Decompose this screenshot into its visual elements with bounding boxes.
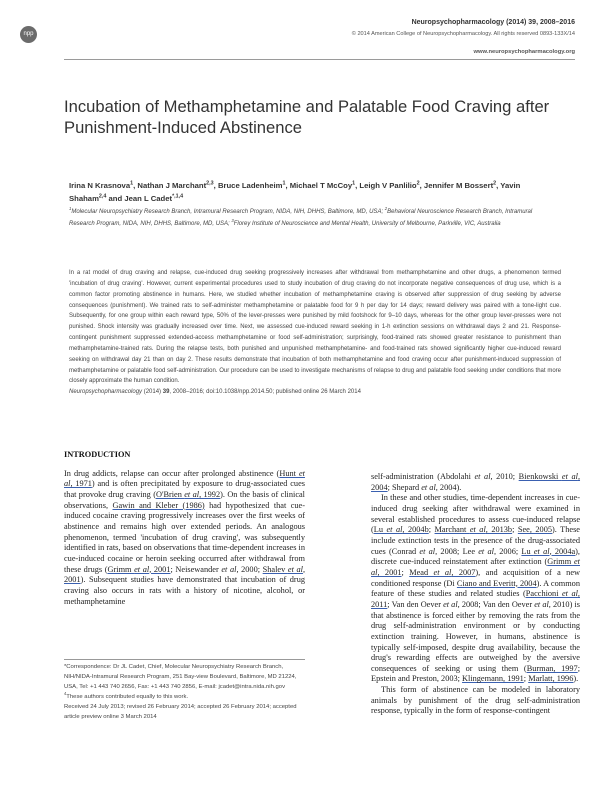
reference-link[interactable]: , 1971 xyxy=(70,479,92,489)
body-text: , 2008; Lee xyxy=(435,546,479,556)
intro-paragraph-2 xyxy=(371,472,580,493)
body-text: ). On the basis of clinical observations, xyxy=(64,489,305,510)
reference-link[interactable]: Marchant xyxy=(434,525,470,535)
reference-link[interactable]: , 2011 xyxy=(371,589,580,609)
journal-url[interactable]: www.neuropsychopharmacology.org xyxy=(473,49,575,55)
reference-link[interactable]: O'Brien xyxy=(155,489,185,499)
article-title: Incubation of Methamphetamine and Palatable Food Craving after Punishment-Induced Abstinence xyxy=(64,97,550,137)
author-name: Irina N Krasnova xyxy=(69,181,131,190)
body-text: ), discrete cue-induced reinstatement after extinction ( xyxy=(371,546,580,567)
body-text: had hypothesized that cue-induced cocaine craving progressively increases over the first weeks of abstinence and remains high over extended periods. An analogous phenomenon, termed 'incubation of drug craving', was subsequently identified in rats, based on observations that time-dependent increases in cue-induced cocaine or heroin seeking occurred after withdrawal from these drugs ( xyxy=(64,500,305,574)
body-text: ; xyxy=(401,567,410,577)
reference-link[interactable]: et al xyxy=(561,472,578,481)
reference-link[interactable]: et al xyxy=(433,567,452,577)
body-text: et al xyxy=(478,546,494,556)
reference-link[interactable]: , 2001 xyxy=(377,567,402,577)
author-separator: , xyxy=(355,181,360,190)
reference-link[interactable]: et al xyxy=(64,468,305,489)
reference-link[interactable]: Ciano and Everitt, 2004 xyxy=(456,578,537,588)
body-text: ). A common feature of these studies and related studies ( xyxy=(371,578,580,599)
author-separator: , xyxy=(133,181,138,190)
affiliation-text: Florey Institute of Neuroscience and Mental Health, University of Melbourne, Parkville, VIC, Australia xyxy=(233,220,501,227)
author-affiliation-marker: 2,4 xyxy=(98,192,107,199)
body-text: et al xyxy=(534,599,549,609)
author-separator: , xyxy=(496,181,501,190)
author-name: Michael T McCoy xyxy=(289,181,353,190)
body-text: ; xyxy=(523,674,529,684)
body-text: ). These include extinction tests in the presence of the drug-associated cues (Conrad xyxy=(371,525,580,556)
affiliation-text: Behavioral Neuroscience Research Branch, Intramural Research Program, NIDA, NIH, DHHS, Baltimore, MD, USA; xyxy=(69,209,533,227)
intro-paragraph-4 xyxy=(371,685,580,717)
reference-link[interactable]: , 2013b xyxy=(485,525,513,535)
author-separator: and xyxy=(106,193,125,203)
body-text: In these and other studies, time-dependent increases in cue-induced drug seeking after withdrawal were examined in several established procedures to assess cue-induced relapse ( xyxy=(371,493,580,535)
author-name: Nathan J Marchant xyxy=(137,181,207,190)
author-affiliation-marker: 2,3 xyxy=(206,180,214,187)
footnote-rule xyxy=(64,659,305,660)
equal-contribution-footnote: $^4$These authors contributed equally to this work. xyxy=(64,690,189,700)
body-text: This form of abstinence can be modeled in laboratory animals by punishment of the drug self-administration response, typically in the form of response-contingent xyxy=(371,685,580,716)
citation-year: (2014) xyxy=(142,389,163,396)
reference-link[interactable]: Hunt xyxy=(279,468,299,478)
body-left-column xyxy=(64,450,305,607)
body-text: , 2004). xyxy=(435,482,462,492)
reference-link[interactable]: Lu xyxy=(373,525,387,535)
abstract xyxy=(69,268,561,398)
body-text: In drug addicts, relapse can occur after prolonged abstinence ( xyxy=(64,468,280,478)
reference-link[interactable]: Gawin and Kleber (1986) xyxy=(112,500,205,510)
author-affiliation-marker: 1 xyxy=(282,180,286,187)
author-name: Bruce Ladenheim xyxy=(217,181,283,190)
abstract-text: In a rat model of drug craving and relapse, cue-induced drug seeking progressively increases after withdrawal from methamphetamine and other drugs, a phenomenon termed 'incubation of drug craving'. However, current experimental procedures used to study incubation of drug craving do not incorporate negative consequences of drug use, which is a common factor promoting abstinence in humans. Here, we studied whether incubation of methamphetamine craving is observed after suppression of drug seeking by adverse consequences (punishment). We trained rats to self-administer methamphetamine or palatable food for 9 h per day for 14 days; reward delivery was paired with a tone-light cue. Subsequently, for one group within each reward type, 50% of the lever-presses were punished by mild footshock for 9–10 days, whereas for the other group lever-presses were not punished. Shock intensity was gradually increased over time. Next, we assessed cue-induced reward seeking in 1-h extinction sessions on withdrawal days 2 and 21. Response-contingent punishment suppressed extended-access methamphetamine or food self-administration; surprisingly, food-trained rats showed greater resistance to punishment than methamphetamine-trained rats. During the relapse tests, both punished and unpunished methamphetamine- and food-trained rats showed significantly higher cue-induced reward seeking on withdrawal day 21 than on day 2. These results demonstrate that incubation of both methamphetamine and food craving occur after punishment-induced suppression of methamphetamine or palatable food self-administration. Our procedure can be used to investigate mechanisms of relapse to drug and palatable food seeking under conditions that more closely approximate the human condition. xyxy=(69,270,561,385)
reference-link[interactable]: , 2001 xyxy=(149,564,171,574)
reference-link[interactable]: et al xyxy=(287,564,303,574)
reference-link[interactable]: Pacchioni xyxy=(525,589,562,599)
body-text: et al xyxy=(221,564,237,574)
body-text: ; Shepard xyxy=(387,482,422,492)
reference-link[interactable]: Lu xyxy=(521,546,534,556)
journal-logo: npp xyxy=(20,26,37,43)
affiliation-number: 3 xyxy=(231,217,234,223)
author-list xyxy=(69,180,559,205)
author-name: Leigh V Panlilio xyxy=(359,181,417,190)
author-affiliation-marker: *,1,4 xyxy=(172,192,184,199)
author-name: Yavin Shaham xyxy=(69,181,521,203)
body-right-column xyxy=(371,472,580,717)
body-text: et al xyxy=(419,546,436,556)
reference-link[interactable]: et al xyxy=(561,589,578,599)
affiliation-number: 1 xyxy=(69,206,72,211)
body-text: , 2010) is that abstinence is forced either by removing the rats from the drug self-administration environment or by conducting extinction training. However, in humans, abstinence is typically self-imposed, despite drug availability, because the drug's rewarding effects are outweighed by the aversive consequences of seeking or using them ( xyxy=(371,599,580,673)
reference-link[interactable]: Bienkowski xyxy=(518,472,562,481)
citation-journal: Neuropsychopharmacology xyxy=(69,389,143,396)
body-text: self-administration (Abdolahi xyxy=(371,472,475,481)
author-affiliation-marker: 1 xyxy=(130,180,134,187)
reference-link[interactable]: , 2001 xyxy=(64,564,306,585)
correspondence-footnote: *Correspondence: Dr JL Cadet, Chief, Molecular Neuropsychiatry Research Branch, NIH/NIDA-Intramural Research Program, 251 Bay-view Boulevard, Baltimore, MD 21224, USA, Tel: +1 443 740 2656, Fax: +1 443 740 2856, E-mail: jcadet@intra.nida.nih.gov xyxy=(64,664,297,690)
affiliation-number: 2 xyxy=(384,206,388,211)
intro-paragraph-1 xyxy=(64,469,305,608)
reference-link[interactable]: , 2007 xyxy=(451,567,476,577)
body-text: ), and acquisition of a new conditioned response (Di xyxy=(371,567,581,588)
received-dates-footnote: Received 24 July 2013; revised 26 February 2014; accepted 26 February 2014; accepted article preview online 3 March 2014 xyxy=(64,703,297,720)
journal-citation-header: Neuropsychopharmacology (2014) 39, 2008–2016 xyxy=(411,19,575,26)
author-affiliation-marker: 1 xyxy=(352,180,356,187)
reference-link[interactable]: Grimm xyxy=(547,557,574,567)
author-separator: , xyxy=(419,181,424,190)
reference-link[interactable]: Burman, 1997 xyxy=(526,663,578,673)
body-text: ; Neisewander xyxy=(170,564,222,574)
section-heading-introduction: INTRODUCTION xyxy=(64,450,131,459)
reference-link[interactable]: et al xyxy=(469,525,486,535)
body-text: , 2008; Van den Oever xyxy=(457,599,535,609)
affiliations xyxy=(69,207,559,230)
author-separator: , xyxy=(285,181,290,190)
body-text: , 2006; xyxy=(493,546,522,556)
citation-details: , 2008–2016; doi:10.1038/npp.2014.50; published online 26 March 2014 xyxy=(169,389,361,396)
body-text: ). xyxy=(573,674,579,684)
author-separator: , xyxy=(213,181,218,190)
reference-link[interactable]: , 1992 xyxy=(199,489,221,499)
body-text: ; xyxy=(512,525,518,535)
affiliation-text: Molecular Neuropsychiatry Research Branch, Intramural Research Program, NIDA, NIH, DHHS, Baltimore, MD, USA; xyxy=(71,209,385,215)
reference-link[interactable]: See, 2005 xyxy=(517,525,552,535)
intro-paragraph-3 xyxy=(371,493,580,685)
body-text: et al xyxy=(443,599,458,609)
reference-link[interactable]: et al xyxy=(184,489,200,499)
author-affiliation-marker: 2 xyxy=(416,180,420,187)
reference-link[interactable]: et al xyxy=(371,557,580,577)
author-name: Jennifer M Bossert xyxy=(423,181,494,190)
body-text: et al xyxy=(474,472,491,481)
body-text: ; Van den Oever xyxy=(387,599,444,609)
body-text: ). Subsequent studies have demonstrated that incubation of drug craving also occurs in rats with a history of nicotine, alcohol, or methamphetamine xyxy=(64,575,305,606)
body-text: , 2010; xyxy=(490,472,519,481)
body-text: et al xyxy=(421,482,436,492)
body-text: ; Epstein and Preston, 2003; xyxy=(371,663,580,684)
reference-link[interactable]: Marlatt, 1996 xyxy=(528,674,574,684)
body-text: ) and is often precipitated by exposure to drug-associated cues that provoke drug craving ( xyxy=(64,479,305,499)
reference-link[interactable]: , 2004 xyxy=(371,472,581,492)
header-rule xyxy=(64,59,575,60)
reference-link[interactable]: , 2004a xyxy=(549,546,576,556)
reference-link[interactable]: et al xyxy=(386,525,403,535)
copyright-line: © 2014 American College of Neuropsychopharmacology. All rights reserved 0893-133X/14 xyxy=(351,31,575,37)
citation-volume: 39 xyxy=(162,389,170,396)
footnotes xyxy=(64,663,307,722)
reference-link[interactable]: et al xyxy=(134,564,150,574)
author-name: Jean L Cadet xyxy=(124,193,173,203)
body-text: , 2000; xyxy=(236,564,263,574)
reference-link[interactable]: Shalev xyxy=(262,564,288,574)
reference-link[interactable]: Grimm xyxy=(107,564,135,574)
reference-link[interactable]: et al xyxy=(533,546,550,556)
reference-link[interactable]: Klingemann, 1991 xyxy=(462,674,524,684)
reference-link[interactable]: Mead xyxy=(409,567,434,577)
author-affiliation-marker: 2 xyxy=(493,180,497,187)
reference-link[interactable]: , 2004b xyxy=(402,525,429,535)
body-text: ; xyxy=(428,525,435,535)
